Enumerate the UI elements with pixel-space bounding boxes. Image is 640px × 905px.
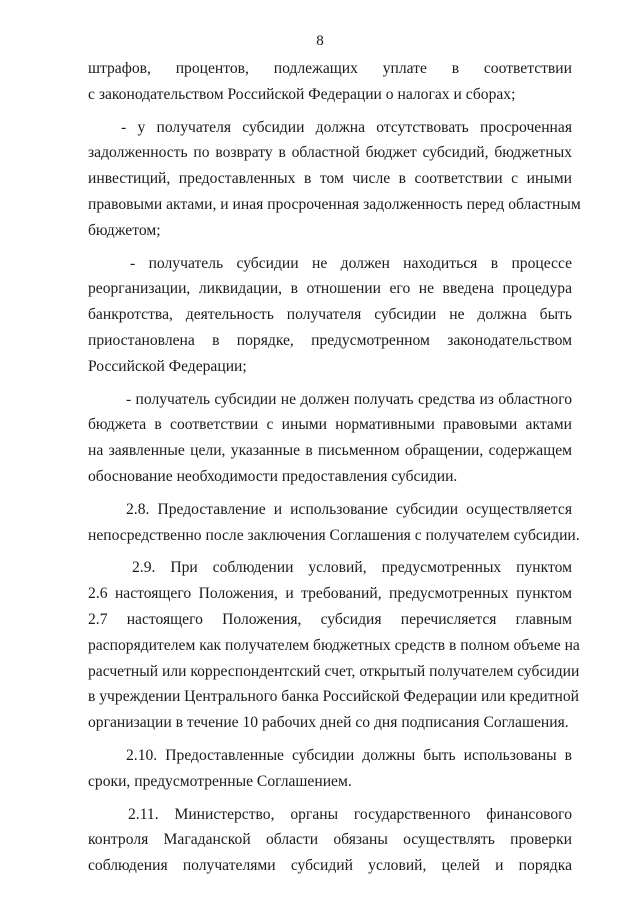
paragraph-8: [88, 802, 572, 879]
text-line: банкротства, деятельность получателя субсидии не должна быть: [88, 306, 572, 324]
paragraph-4: [88, 387, 572, 490]
text-line: 2.6 настоящего Положения, и требований, предусмотренных пунктом: [88, 585, 572, 603]
document-body: [88, 56, 581, 879]
text-line: сроки, предусмотренные Соглашением.: [88, 772, 352, 790]
text-line: 2.7 настоящего Положения, субсидия перечисляется главным: [88, 610, 572, 628]
text-line: расчетный или корреспондентский счет, открытый получателем субсидии: [88, 662, 580, 680]
text-line: соблюдения получателями субсидий условий, целей и порядка: [88, 857, 572, 875]
paragraph-2: [88, 115, 581, 244]
text-line: контроля Магаданской области обязаны осуществлять проверки: [88, 831, 572, 849]
paragraph-6: [88, 555, 580, 736]
text-line: 2.10. Предоставленные субсидии должны быть использованы в: [126, 746, 572, 764]
paragraph-1: [88, 56, 572, 108]
paragraph-7: [88, 743, 572, 795]
text-line: бюджетом;: [88, 221, 161, 239]
text-line: 2.11. Министерство, органы государственного финансового: [128, 805, 572, 823]
text-line: организации в течение 10 рабочих дней со дня подписания Соглашения.: [88, 714, 569, 732]
text-line: приостановлена в порядке, предусмотренном законодательством: [88, 331, 572, 349]
text-line: - получатель субсидии не должен получать средства из областного: [126, 390, 572, 408]
text-line: 2.9. При соблюдении условий, предусмотренных пунктом: [132, 559, 572, 577]
text-line: обоснование необходимости предоставления субсидии.: [88, 467, 458, 485]
page-number: 8: [316, 33, 324, 49]
text-line: 2.8. Предоставление и использование субсидии осуществляется: [126, 500, 572, 518]
text-line: штрафов, процентов, подлежащих уплате в соответствии: [88, 60, 572, 77]
text-line: бюджета в соответствии с иными нормативными правовыми актами: [88, 416, 572, 434]
text-line: в учреждении Центрального банка Российской Федерации или кредитной: [88, 688, 579, 706]
text-line: задолженность по возврату в областной бюджет субсидий, бюджетных: [88, 144, 572, 162]
text-line: реорганизации, ликвидации, в отношении его не введена процедура: [88, 280, 572, 298]
text-line: - получатель субсидии не должен находиться в процессе: [130, 254, 572, 272]
paragraph-5: [88, 497, 580, 549]
text-line: Российской Федерации;: [88, 357, 247, 375]
text-line: непосредственно после заключения Соглашения с получателем субсидии.: [88, 526, 580, 544]
text-line: - у получателя субсидии должна отсутствовать просроченная: [121, 118, 572, 136]
text-line: на заявленные цели, указанные в письменном обращении, содержащем: [88, 442, 572, 460]
paragraph-3: [88, 251, 572, 380]
text-line: инвестиций, предоставленных в том числе в соответствии с иными: [88, 170, 572, 188]
text-line: распорядителем как получателем бюджетных средств в полном объеме на: [88, 636, 580, 654]
text-line: с законодательством Российской Федерации о налогах и сборах;: [88, 85, 516, 103]
text-line: правовыми актами, и иная просроченная задолженность перед областным: [88, 195, 581, 213]
